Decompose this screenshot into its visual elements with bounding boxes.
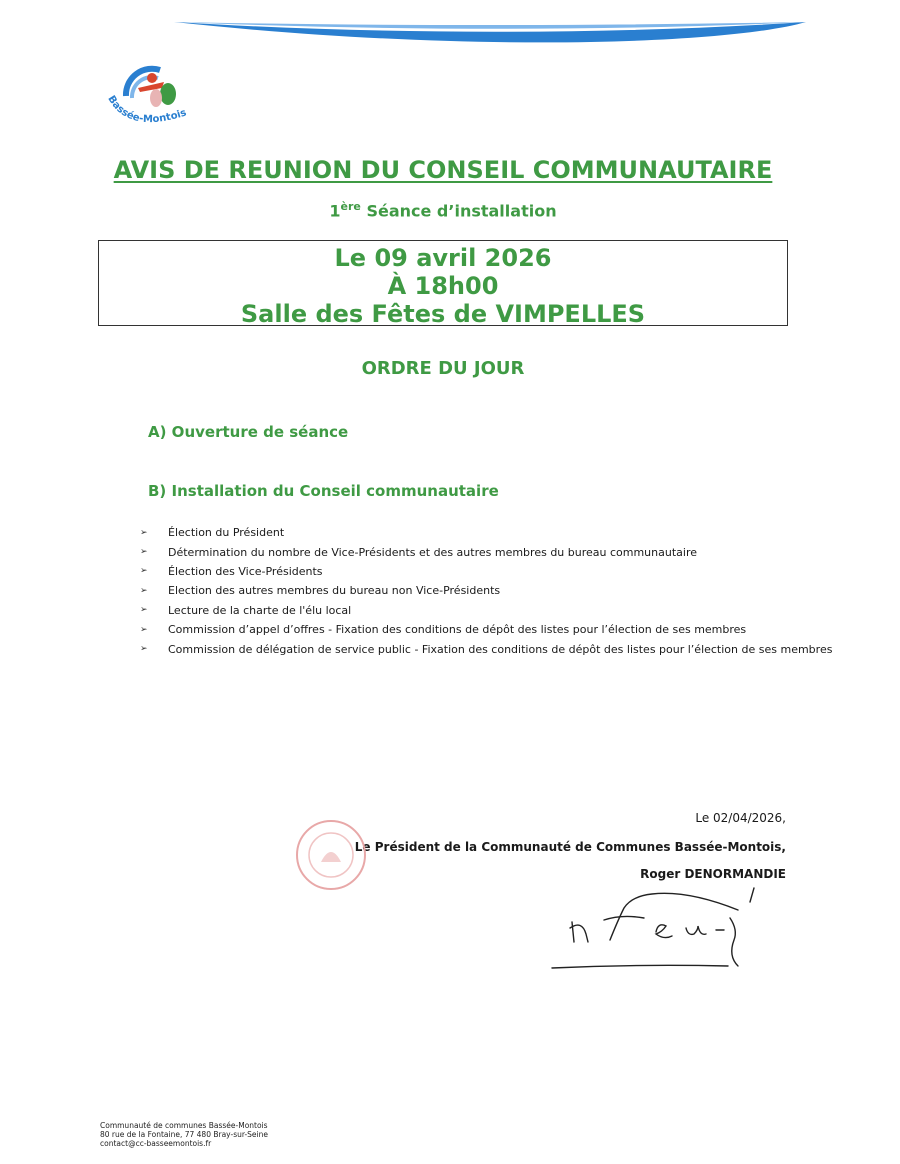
footer-line: Communauté de communes Bassée-Montois [100, 1121, 268, 1130]
list-item: ➢ Détermination du nombre de Vice-Présidents et des autres membres du bureau communautaire [140, 545, 697, 559]
list-item: ➢ Élection du Président [140, 526, 285, 540]
footer-line: 80 rue de la Fontaine, 77 480 Bray-sur-Seine [100, 1130, 268, 1139]
section-a-heading: A) Ouverture de séance [148, 423, 349, 441]
header-swoosh [170, 14, 810, 58]
arrow-bullet-icon: ➢ [140, 527, 148, 538]
meeting-info-box [98, 240, 788, 326]
list-item: ➢ Élection des Vice-Présidents [140, 564, 323, 578]
svg-text:Bassée-Montois [105, 94, 188, 125]
signature [548, 880, 766, 976]
official-stamp [294, 818, 368, 892]
list-item: ➢ Election des autres membres du bureau non Vice-Présidents [140, 584, 501, 598]
arrow-bullet-icon: ➢ [140, 585, 148, 596]
list-item: ➢ Lecture de la charte de l'élu local [140, 603, 352, 617]
bassee-montois-logo [98, 58, 198, 144]
logo-text: Bassée-Montois [105, 93, 188, 126]
president-title: Le Président de la Communauté de Communes Bassée-Montois, [354, 840, 786, 854]
section-b-heading: B) Installation du Conseil communautaire [148, 482, 499, 500]
footer-address [100, 1121, 268, 1148]
meeting-time: À 18h00 [387, 272, 499, 300]
footer-email: contact@cc-basseemontois.fr [100, 1139, 212, 1148]
arrow-bullet-icon: ➢ [140, 644, 148, 655]
meeting-place: Salle des Fêtes de VIMPELLES [240, 300, 646, 328]
page-title: AVIS DE REUNION DU CONSEIL COMMUNAUTAIRE [113, 156, 773, 184]
arrow-bullet-icon: ➢ [140, 566, 148, 577]
meeting-date: Le 09 avril 2026 [334, 244, 552, 272]
agenda-list [140, 523, 860, 659]
list-item: ➢ Commission d’appel d’offres - Fixation des conditions de dépôt des listes pour l’élection de ses membres [140, 623, 747, 637]
arrow-bullet-icon: ➢ [140, 605, 148, 616]
subtitle: 1ère Séance d’installation [329, 200, 557, 221]
list-item: ➢ Commission de délégation de service public - Fixation des conditions de dépôt des listes pour l’élection de ses membres [140, 642, 833, 656]
arrow-bullet-icon: ➢ [140, 547, 148, 558]
arrow-bullet-icon: ➢ [140, 624, 148, 635]
president-name: Roger DENORMANDIE [640, 867, 786, 881]
signature-date: Le 02/04/2026, [695, 811, 786, 825]
agenda-heading: ORDRE DU JOUR [361, 358, 525, 379]
